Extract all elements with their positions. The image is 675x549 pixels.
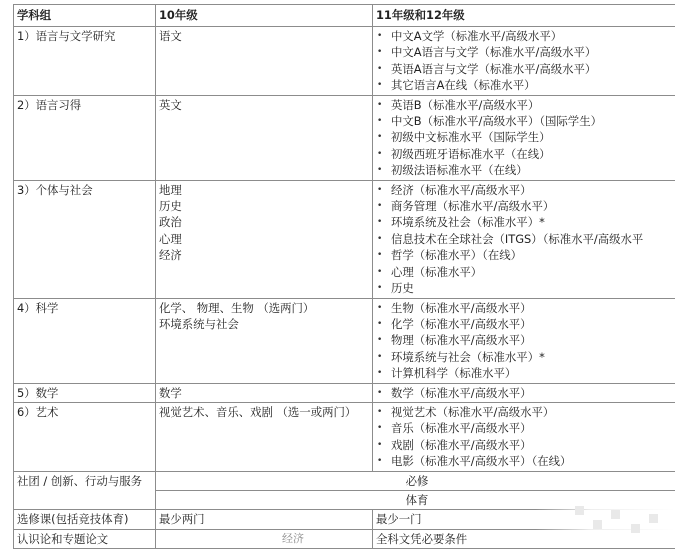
course-item: • 商务管理（标准水平/高级水平） xyxy=(376,198,675,214)
grade10-cell xyxy=(156,383,373,402)
tok-label: 认识论和专题论文 xyxy=(14,529,156,548)
header-grade-10: 10年级 xyxy=(156,5,373,27)
course-item: • 中文B（标准水平/高级水平）（国际学生） xyxy=(376,113,675,129)
course-item: • 中文A语言与文学（标准水平/高级水平） xyxy=(376,44,675,60)
course-item: • 物理（标准水平/高级水平） xyxy=(376,332,675,348)
header-subject-group: 学科组 xyxy=(14,5,156,27)
course-item: • 戏剧（标准水平/高级水平） xyxy=(376,437,675,453)
electives-grade1112: 最少一门 xyxy=(373,510,675,529)
group-name: 5）数学 xyxy=(14,383,156,402)
course-item: • 心理（标准水平） xyxy=(376,264,675,280)
grade10-subject: 地理 xyxy=(159,182,369,198)
course-item: • 其它语言A在线（标准水平） xyxy=(376,77,675,93)
course-item: • 初级西班牙语标准水平（在线） xyxy=(376,146,675,162)
grade1112-cell xyxy=(373,402,675,471)
pe-label: 体育 xyxy=(156,490,675,509)
tok-grade1112: 全科文凭必要条件 xyxy=(373,529,675,548)
grade1112-cell xyxy=(373,27,675,96)
course-item: • 视觉艺术（标准水平/高级水平） xyxy=(376,404,675,420)
footer-text-fragment: 经济 xyxy=(282,533,304,545)
course-item: • 英语A语言与文学（标准水平/高级水平） xyxy=(376,61,675,77)
header-grade-11-12: 11年级和12年级 xyxy=(373,5,675,27)
course-item: • 信息技术在全球社会（ITGS）（标准水平/高级水平 xyxy=(376,231,675,247)
course-item: • 经济（标准水平/高级水平） xyxy=(376,182,675,198)
group-row-language-acquisition xyxy=(14,95,675,180)
grade10-cell xyxy=(156,402,373,471)
grade10-subject: 化学、 物理、生物 （选两门） xyxy=(159,300,369,316)
group-row-individuals-societies xyxy=(14,180,675,298)
grade10-subject: 政治 xyxy=(159,214,369,230)
grade1112-cell xyxy=(373,95,675,180)
grade10-subject: 英文 xyxy=(159,97,369,113)
group-row-sciences xyxy=(14,298,675,383)
tok-grade10 xyxy=(156,529,373,548)
course-item: • 生物（标准水平/高级水平） xyxy=(376,300,675,316)
watermark-fade xyxy=(535,498,675,540)
grade1112-cell xyxy=(373,298,675,383)
course-item: • 初级法语标准水平（在线） xyxy=(376,162,675,178)
course-item: • 环境系统及社会（标准水平）* xyxy=(376,214,675,230)
grade1112-cell xyxy=(373,383,675,402)
group-name: 3）个体与社会 xyxy=(14,180,156,298)
group-name: 1）语言与文学研究 xyxy=(14,27,156,96)
grade10-subject: 心理 xyxy=(159,231,369,247)
grade10-subject: 数学 xyxy=(159,385,369,401)
group-row-arts xyxy=(14,402,675,471)
grade1112-cell xyxy=(373,180,675,298)
grade10-cell xyxy=(156,95,373,180)
group-row-mathematics xyxy=(14,383,675,402)
course-item: • 数学（标准水平/高级水平） xyxy=(376,385,675,401)
grade10-cell xyxy=(156,27,373,96)
clubs-row xyxy=(14,471,675,490)
course-item: • 化学（标准水平/高级水平） xyxy=(376,316,675,332)
curriculum-table xyxy=(13,4,675,549)
grade10-subject: 视觉艺术、音乐、戏剧 （选一或两门） xyxy=(159,404,369,420)
course-item: • 中文A文学（标准水平/高级水平） xyxy=(376,28,675,44)
course-item: • 英语B（标准水平/高级水平） xyxy=(376,97,675,113)
course-item: • 初级中文标准水平（国际学生） xyxy=(376,129,675,145)
grade10-subject: 经济 xyxy=(159,247,369,263)
grade10-cell xyxy=(156,180,373,298)
course-item: • 环境系统与社会（标准水平）* xyxy=(376,349,675,365)
group-row-language-literature xyxy=(14,27,675,96)
course-item: • 历史 xyxy=(376,280,675,296)
electives-grade10: 最少两门 xyxy=(156,510,373,529)
clubs-required: 必修 xyxy=(156,471,675,490)
course-item: • 电影（标准水平/高级水平）（在线） xyxy=(376,453,675,469)
group-name: 6）艺术 xyxy=(14,402,156,471)
grade10-cell xyxy=(156,298,373,383)
header-row xyxy=(14,5,675,27)
grade10-subject: 语文 xyxy=(159,28,369,44)
grade10-subject: 历史 xyxy=(159,198,369,214)
electives-label: 选修课(包括竞技体育) xyxy=(14,510,156,529)
grade10-subject: 环境系统与社会 xyxy=(159,316,369,332)
course-item: • 音乐（标准水平/高级水平） xyxy=(376,420,675,436)
clubs-label: 社团 / 创新、行动与服务 xyxy=(14,471,156,510)
course-item: • 哲学（标准水平）（在线） xyxy=(376,247,675,263)
group-name: 4）科学 xyxy=(14,298,156,383)
course-item: • 计算机科学（标准水平） xyxy=(376,365,675,381)
group-name: 2）语言习得 xyxy=(14,95,156,180)
